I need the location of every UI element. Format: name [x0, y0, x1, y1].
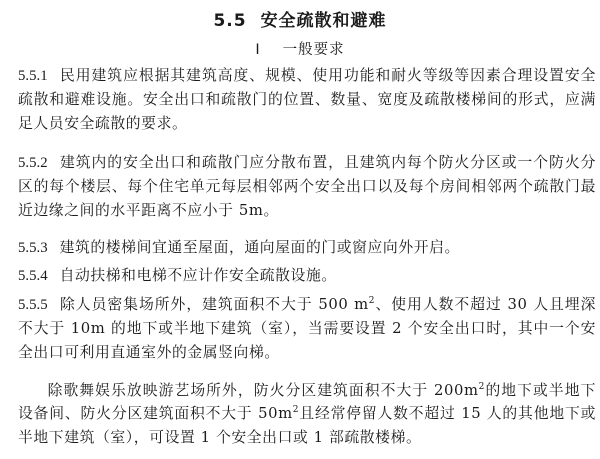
section-number: 5.5	[213, 11, 247, 31]
clause-5-5-1	[18, 64, 596, 135]
subsection-title	[0, 38, 600, 59]
clause-text: 民用建筑应根据其建筑高度、规模、使用功能和耐火等级等因素合理设置安全疏散和避难设施。安全出口和疏散门的位置、数量、宽度及疏散楼梯间的形式，应满足人员安全疏散的要求。	[18, 67, 596, 132]
continuation-text-part1: 除歌舞娱乐放映游艺场所外，防火分区建筑面积不大于 200m	[47, 382, 479, 399]
superscript: 2	[368, 296, 376, 306]
clause-number: 5.5.1	[18, 68, 48, 84]
clause-5-5-4	[18, 264, 596, 288]
clause-5-5-2	[18, 151, 596, 222]
section-title	[0, 6, 600, 31]
subsection-title-text: 一般要求	[282, 42, 345, 58]
clause-5-5-5-continuation	[18, 379, 596, 449]
clause-5-5-3	[18, 236, 596, 260]
clause-5-5-5	[18, 293, 596, 364]
clause-number: 5.5.3	[18, 240, 48, 256]
clause-text: 自动扶梯和电梯不应计作安全疏散设施。	[59, 267, 337, 284]
continuation-text-part2: 的地下或半地下设备间、防火分区建筑面积不大于 50m	[18, 382, 596, 423]
continuation-text-part3: 且经常停留人数不超过 15 人的其他地下或半地下建筑（室），可设置 1 个安全出口或 1 部疏散楼梯。	[18, 405, 596, 446]
section-title-text: 安全疏散和避难	[260, 11, 387, 31]
subsection-number: Ⅰ	[255, 42, 261, 58]
clause-number: 5.5.2	[18, 155, 48, 171]
clause-number: 5.5.4	[18, 268, 48, 284]
superscript: 2	[478, 382, 485, 392]
clause-text: 建筑内的安全出口和疏散门应分散布置，且建筑内每个防火分区或一个防火分区的每个楼层、每个住宅单元每层相邻两个安全出口以及每个房间相邻两个疏散门最近边缘之间的水平距离不应小于 5m。	[18, 154, 596, 219]
clause-text-part1: 除人员密集场所外，建筑面积不大于 500 m	[59, 296, 369, 313]
clause-number: 5.5.5	[18, 297, 48, 313]
superscript: 2	[292, 405, 300, 416]
clause-text: 建筑的楼梯间宜通至屋面，通向屋面的门或窗应向外开启。	[59, 239, 460, 256]
clause-text-part2: 、使用人数不超过 30 人且埋深不大于 10m 的地下或半地下建筑（室），当需要设置 2 个安全出口时，其中一个安全出口可利用直通室外的金属竖向梯。	[18, 296, 596, 361]
